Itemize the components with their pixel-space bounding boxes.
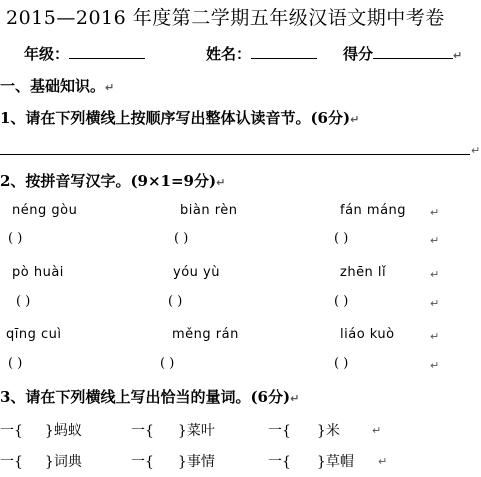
answer-paren[interactable]: ( ) xyxy=(160,356,175,371)
return-mark: ↵ xyxy=(430,234,440,247)
answer-paren[interactable]: ( ) xyxy=(8,356,23,371)
question-3: 3、请在下列横线上写出恰当的量词。(6分)↵ xyxy=(0,388,300,406)
measure-item: 一{ }菜叶 xyxy=(131,423,215,439)
return-mark: ↵ xyxy=(372,424,382,437)
pinyin-item: zhēn lǐ xyxy=(340,265,387,280)
return-mark: ↵ xyxy=(290,392,300,405)
grade-label: 年级： xyxy=(24,45,70,63)
name-blank[interactable] xyxy=(251,44,317,59)
pinyin-item: měng rán xyxy=(172,327,239,342)
name-field xyxy=(206,43,317,64)
score-label: 得分 xyxy=(343,45,374,63)
measure-item: 一{ }草帽 xyxy=(268,454,354,470)
return-mark: ↵ xyxy=(471,144,481,157)
return-mark: ↵ xyxy=(430,297,440,310)
return-mark: ↵ xyxy=(430,268,440,281)
answer-paren[interactable]: ( ) xyxy=(16,294,31,309)
exam-title: 2015—2016 年度第二学期五年级汉语文期中考卷 xyxy=(6,7,445,29)
measure-item: 一{ }事情 xyxy=(131,454,215,470)
pinyin-item: qīng cuì xyxy=(6,327,62,342)
measure-item: 一{ }米 xyxy=(268,423,340,439)
pinyin-item: liáo kuò xyxy=(340,327,395,342)
score-blank[interactable] xyxy=(373,44,453,59)
grade-field xyxy=(24,43,145,64)
measure-item: 一{ }蚂蚁 xyxy=(0,423,82,439)
section-heading: 一、基础知识。↵ xyxy=(0,77,115,95)
return-mark: ↵ xyxy=(350,113,360,126)
measure-item: 一{ }词典 xyxy=(0,454,82,470)
pinyin-item: pò huài xyxy=(12,265,64,280)
score-field xyxy=(343,43,462,64)
name-label: 姓名： xyxy=(206,45,252,63)
return-mark: ↵ xyxy=(105,81,115,94)
question-2: 2、按拼音写汉字。(9×1=9分)↵ xyxy=(0,172,226,190)
answer-paren[interactable]: ( ) xyxy=(334,294,349,309)
pinyin-item: yóu yù xyxy=(173,265,220,280)
answer-line[interactable] xyxy=(0,154,470,155)
answer-paren[interactable]: ( ) xyxy=(8,231,23,246)
answer-paren[interactable]: ( ) xyxy=(334,231,349,246)
grade-blank[interactable] xyxy=(69,44,145,59)
return-mark: ↵ xyxy=(216,176,226,189)
answer-paren[interactable]: ( ) xyxy=(168,294,183,309)
question-1: 1、请在下列横线上按顺序写出整体认读音节。(6分)↵ xyxy=(0,109,360,127)
return-mark: ↵ xyxy=(430,359,440,372)
pinyin-item: biàn rèn xyxy=(180,203,238,218)
return-mark: ↵ xyxy=(430,206,440,219)
return-mark: ↵ xyxy=(430,330,440,343)
return-mark: ↵ xyxy=(453,49,463,62)
return-mark: ↵ xyxy=(378,455,388,468)
pinyin-item: néng gòu xyxy=(12,203,78,218)
pinyin-item: fán máng xyxy=(340,203,407,218)
answer-paren[interactable]: ( ) xyxy=(174,231,189,246)
answer-paren[interactable]: ( ) xyxy=(334,356,349,371)
